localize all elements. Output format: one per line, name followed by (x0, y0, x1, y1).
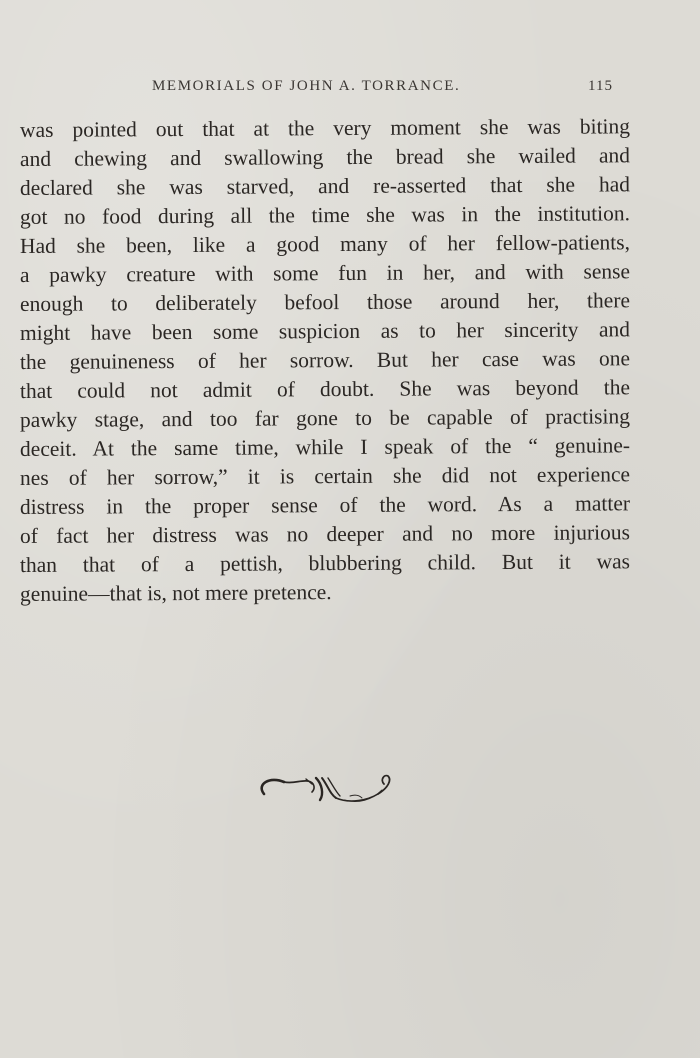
text-line: enough to deliberately befool those around her, there (19, 288, 631, 316)
text-line: got no food during all the time she was in the institution. (19, 201, 631, 229)
text-line: declared she was starved, and re-asserted that she had (19, 172, 631, 200)
running-title: MEMORIALS OF JOHN A. TORRANCE. (152, 78, 461, 94)
text-line: pawky stage, and too far gone to be capable of practising (19, 404, 631, 432)
text-line: nes of her sorrow,” it is certain she did not experience (19, 462, 631, 490)
text-line: and chewing and swallowing the bread she wailed and (19, 143, 631, 171)
text-line: the genuineness of her sorrow. But her case was one (19, 346, 631, 374)
text-line: genuine—that is, not mere pretence. (19, 580, 332, 606)
text-line: deceit. At the same time, while I speak of the “ genuine- (19, 433, 631, 461)
text-line: that could not admit of doubt. She was beyond the (19, 375, 631, 403)
text-line: might have been some suspicion as to her sincerity and (19, 317, 631, 345)
text-line: than that of a pettish, blubbering child. But it was (19, 549, 631, 577)
tailpiece-flourish-icon (250, 770, 404, 810)
text-line: distress in the proper sense of the word. As a matter (19, 491, 631, 519)
text-line: was pointed out that at the very moment she was biting (19, 114, 631, 142)
running-head (0, 78, 700, 100)
text-line: a pawky creature with some fun in her, and with sense (19, 259, 631, 287)
text-line: of fact her distress was no deeper and no more injurious (19, 520, 631, 548)
body-paragraph (20, 116, 630, 609)
page-number: 115 (588, 78, 613, 94)
text-line: Had she been, like a good many of her fellow-patients, (19, 230, 631, 258)
